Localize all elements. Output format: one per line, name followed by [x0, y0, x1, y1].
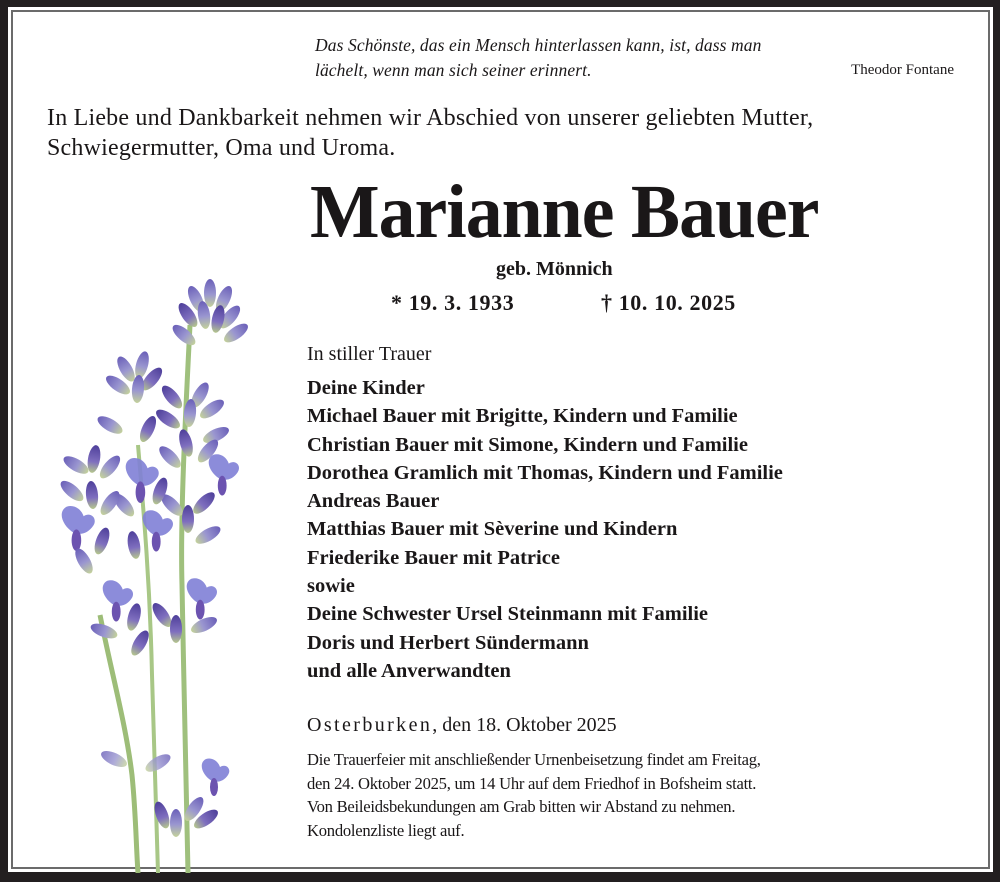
quote-line: lächelt, wenn man sich seiner erinnert.: [315, 60, 592, 80]
ceremony-line: Kondolenzliste liegt auf.: [307, 820, 465, 840]
epigraph-quote: [315, 33, 761, 83]
quote-author: Theodor Fontane: [851, 62, 954, 78]
date: , den 18. Oktober 2025: [432, 714, 617, 736]
mourner-item: Deine Schwester Ursel Steinmann mit Familie: [307, 603, 709, 626]
ceremony-line: den 24. Oktober 2025, um 14 Uhr auf dem Friedhof in Bofsheim statt.: [307, 773, 757, 793]
mourner-item: Dorothea Gramlich mit Thomas, Kindern und Familie: [307, 461, 783, 484]
mourner-item: Doris und Herbert Sündermann: [307, 631, 589, 654]
mourner-item: Michael Bauer mit Brigitte, Kindern und Familie: [307, 405, 738, 428]
mourner-item: Christian Bauer mit Simone, Kindern und Familie: [307, 433, 748, 456]
mourner-item: sowie: [307, 575, 355, 598]
intro-line: In Liebe und Dankbarkeit nehmen wir Abschied von unserer geliebten Mutter,: [47, 105, 814, 131]
mourner-item: Andreas Bauer: [307, 490, 440, 513]
obituary-notice: [8, 7, 993, 872]
death-date: † 10. 10. 2025: [601, 290, 736, 315]
deceased-name: Marianne Bauer: [310, 170, 819, 254]
ceremony-line: Die Trauerfeier mit anschließender Urnenbeisetzung findet am Freitag,: [307, 750, 761, 769]
quote-line: Das Schönste, das ein Mensch hinterlassen kann, ist, dass man: [315, 35, 762, 55]
ceremony-line: Von Beileidsbekundungen am Grab bitten wir Abstand zu nehmen.: [307, 797, 736, 816]
mourner-item: und alle Anverwandten: [307, 659, 511, 682]
place-and-date: [307, 714, 617, 737]
mourner-item: Friederike Bauer mit Patrice: [307, 546, 560, 569]
mourners-list: [307, 374, 783, 685]
mourning-label: In stiller Trauer: [307, 343, 432, 365]
intro-line: Schwiegermutter, Oma und Uroma.: [47, 135, 396, 161]
ceremony-info: [307, 748, 957, 842]
place: Osterburken: [307, 714, 433, 736]
intro-text: [47, 103, 813, 163]
mourner-item: Matthias Bauer mit Sèverine und Kindern: [307, 518, 678, 541]
maiden-name: geb. Mönnich: [496, 258, 613, 280]
birth-date: * 19. 3. 1933: [391, 290, 515, 315]
lavender-image: [40, 255, 270, 873]
mourner-item: Deine Kinder: [307, 377, 425, 399]
